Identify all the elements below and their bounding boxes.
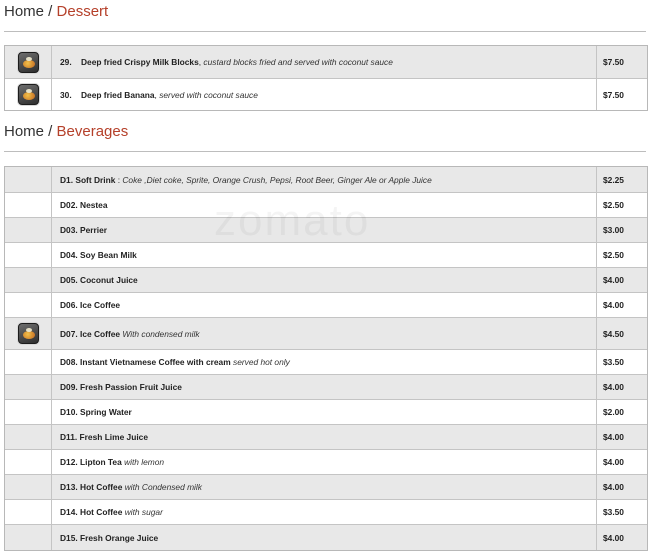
- thumb-cell: [5, 525, 52, 550]
- item-description: [52, 350, 596, 374]
- menu-row: [5, 268, 647, 293]
- item-description: [52, 450, 596, 474]
- item-description: [52, 79, 596, 110]
- item-price: $2.50: [596, 243, 647, 267]
- breadcrumb-home-link[interactable]: Home: [4, 123, 45, 140]
- food-photo-icon[interactable]: [18, 52, 39, 73]
- item-detail: With condensed milk: [122, 328, 200, 339]
- item-description: [52, 475, 596, 499]
- menu-row: [5, 167, 647, 193]
- item-name: Deep fried Crispy Milk Blocks: [81, 57, 199, 67]
- thumb-cell: [5, 318, 52, 349]
- breadcrumb-dessert: [4, 3, 108, 20]
- item-number: 29.: [60, 57, 72, 67]
- food-photo-icon[interactable]: [18, 84, 39, 105]
- item-name: D03. Perrier: [60, 225, 108, 235]
- item-name: Deep fried Banana: [81, 89, 155, 100]
- thumb-cell: [5, 500, 52, 524]
- item-detail: with sugar: [124, 507, 163, 517]
- thumb-cell: [5, 46, 52, 78]
- item-price: $4.00: [596, 475, 647, 499]
- menu-row: [5, 79, 647, 110]
- menu-row: [5, 193, 647, 218]
- item-number: 30.: [60, 89, 72, 100]
- thumb-cell: [5, 375, 52, 399]
- item-price: $4.00: [596, 425, 647, 449]
- item-detail: with lemon: [124, 457, 165, 467]
- menu-row: [5, 375, 647, 400]
- item-sep: ,: [198, 57, 204, 67]
- menu-row: [5, 350, 647, 375]
- item-name: D12. Lipton Tea: [60, 457, 122, 467]
- item-sep: ,: [154, 89, 160, 100]
- breadcrumb-current: Beverages: [56, 123, 129, 140]
- item-name: D07. Ice Coffee: [60, 328, 121, 339]
- food-photo-icon[interactable]: [18, 323, 39, 344]
- item-price: $7.50: [596, 79, 647, 110]
- menu-row: [5, 218, 647, 243]
- item-description: [52, 400, 596, 424]
- item-price: $4.50: [596, 318, 647, 349]
- item-description: [52, 218, 596, 242]
- item-name: D14. Hot Coffee: [60, 507, 123, 517]
- breadcrumb-separator: /: [44, 123, 57, 140]
- item-detail: served with coconut sauce: [159, 89, 258, 100]
- thumb-cell: [5, 350, 52, 374]
- thumb-cell: [5, 293, 52, 317]
- menu-row: [5, 525, 647, 550]
- thumb-cell: [5, 450, 52, 474]
- item-price: $4.00: [596, 293, 647, 317]
- beverages-menu-table: [4, 166, 648, 551]
- item-description: [52, 525, 596, 550]
- item-price: $3.00: [596, 218, 647, 242]
- thumb-cell: [5, 268, 52, 292]
- item-name: D1. Soft Drink: [60, 174, 116, 185]
- item-detail: served hot only: [233, 357, 290, 367]
- item-description: [52, 425, 596, 449]
- item-name: D15. Fresh Orange Juice: [60, 532, 159, 543]
- section-divider: [4, 31, 646, 32]
- menu-row: [5, 400, 647, 425]
- breadcrumb-home-link[interactable]: Home: [4, 3, 45, 20]
- item-name: D02. Nestea: [60, 200, 108, 210]
- item-description: [52, 46, 596, 78]
- item-name: D13. Hot Coffee: [60, 482, 123, 492]
- item-price: $2.25: [596, 167, 647, 192]
- item-description: [52, 193, 596, 217]
- item-description: [52, 268, 596, 292]
- item-sep: :: [115, 174, 123, 185]
- thumb-cell: [5, 400, 52, 424]
- menu-row: [5, 318, 647, 350]
- item-price: $3.50: [596, 500, 647, 524]
- item-price: $4.00: [596, 450, 647, 474]
- thumb-cell: [5, 167, 52, 192]
- item-description: [52, 293, 596, 317]
- breadcrumb-separator: /: [44, 3, 57, 20]
- menu-row: [5, 243, 647, 268]
- menu-row: [5, 293, 647, 318]
- item-name: D04. Soy Bean Milk: [60, 250, 137, 260]
- item-price: $4.00: [596, 375, 647, 399]
- dessert-menu-table: [4, 45, 648, 111]
- item-name: D10. Spring Water: [60, 407, 132, 417]
- thumb-cell: [5, 475, 52, 499]
- item-name: D11. Fresh Lime Juice: [60, 432, 148, 442]
- item-price: $2.00: [596, 400, 647, 424]
- item-detail: custard blocks fried and served with coconut sauce: [203, 57, 393, 67]
- item-name: D09. Fresh Passion Fruit Juice: [60, 382, 182, 392]
- item-price: $4.00: [596, 268, 647, 292]
- thumb-cell: [5, 218, 52, 242]
- item-detail: Coke ,Diet coke, Sprite, Orange Crush, Pepsi, Root Beer, Ginger Ale or Apple Juice: [122, 174, 432, 185]
- menu-row: [5, 425, 647, 450]
- menu-row: [5, 450, 647, 475]
- item-name: D06. Ice Coffee: [60, 300, 121, 310]
- thumb-cell: [5, 193, 52, 217]
- menu-row: [5, 475, 647, 500]
- item-detail: with Condensed milk: [124, 482, 202, 492]
- item-name: D05. Coconut Juice: [60, 275, 138, 285]
- thumb-cell: [5, 425, 52, 449]
- item-description: [52, 500, 596, 524]
- item-price: $3.50: [596, 350, 647, 374]
- thumb-cell: [5, 79, 52, 110]
- thumb-cell: [5, 243, 52, 267]
- item-description: [52, 375, 596, 399]
- item-price: $2.50: [596, 193, 647, 217]
- breadcrumb-current: Dessert: [56, 3, 109, 20]
- item-description: [52, 318, 596, 349]
- breadcrumb-beverages: [4, 123, 128, 140]
- item-description: [52, 243, 596, 267]
- item-description: [52, 167, 596, 192]
- item-price: $7.50: [596, 46, 647, 78]
- menu-row: [5, 46, 647, 79]
- menu-row: [5, 500, 647, 525]
- item-name: D08. Instant Vietnamese Coffee with cream: [60, 357, 231, 367]
- item-price: $4.00: [596, 525, 647, 550]
- section-divider: [4, 151, 646, 152]
